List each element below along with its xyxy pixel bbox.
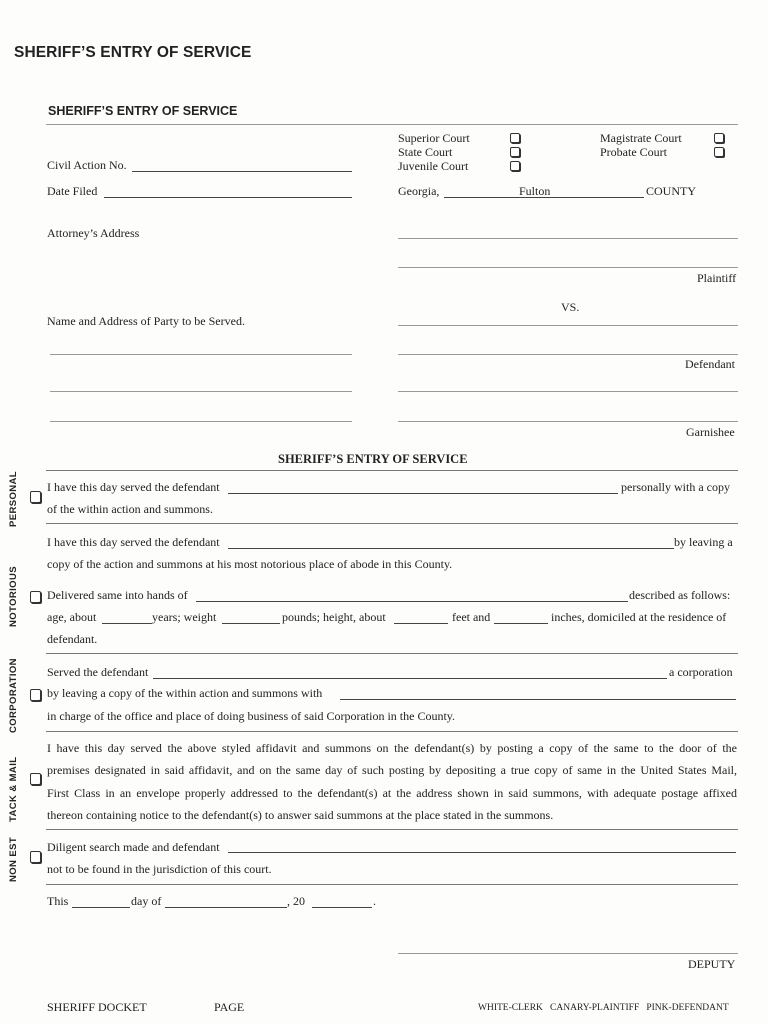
notorious-line4-b: years; weight <box>152 610 217 624</box>
month-field[interactable] <box>165 907 287 908</box>
superior-court-checkbox[interactable] <box>510 133 520 143</box>
personal-defendant-field[interactable] <box>228 493 618 494</box>
juvenile-court-checkbox[interactable] <box>510 161 520 171</box>
notorious-line3-a: Delivered same into hands of <box>47 588 188 602</box>
attorney-address-label: Attorney’s Address <box>47 226 140 240</box>
corporation-line1-a: Served the defendant <box>47 665 149 679</box>
state-court-label: State Court <box>398 145 453 159</box>
copy-distribution: WHITE-CLERK CANARY-PLAINTIFF PINK-DEFENDANT <box>478 1003 729 1013</box>
probate-court-checkbox[interactable] <box>714 147 724 157</box>
form-title: SHERIFF’S ENTRY OF SERVICE <box>48 104 238 118</box>
corporation-bottom-rule <box>46 731 738 732</box>
notorious-line4-c: pounds; height, about <box>282 610 386 624</box>
notorious-line3-b: described as follows: <box>629 588 731 602</box>
notorious-checkbox[interactable] <box>30 591 41 603</box>
sheriff-docket-label: SHERIFF DOCKET <box>47 1000 147 1014</box>
nonest-line2: not to be found in the jurisdiction of this court. <box>47 862 272 876</box>
page-label: PAGE <box>214 1000 245 1014</box>
nonest-bottom-rule <box>46 884 738 885</box>
year-field[interactable] <box>312 907 372 908</box>
garnishee-label: Garnishee <box>686 425 735 439</box>
tack-line1: I have this day served the above styled affidavit and summons on the defendant(s) by posting a copy of the same to the door of the <box>47 741 737 755</box>
delivered-to-field[interactable] <box>196 601 628 602</box>
corporation-checkbox[interactable] <box>30 689 41 701</box>
defendant-line-2[interactable] <box>398 354 738 355</box>
tack-bottom-rule <box>46 829 738 830</box>
date-filed-field[interactable] <box>104 197 352 198</box>
county-label: COUNTY <box>646 184 696 198</box>
notorious-defendant-field[interactable] <box>228 548 674 549</box>
defendant-line-1[interactable] <box>398 325 738 326</box>
corporation-defendant-field[interactable] <box>153 678 667 679</box>
party-address-line-3[interactable] <box>50 421 352 422</box>
personal-bottom-rule <box>46 523 738 524</box>
notorious-line4-a: age, about <box>47 610 97 624</box>
juvenile-court-label: Juvenile Court <box>398 159 469 173</box>
day-of-label: day of <box>131 894 162 908</box>
party-address-line-2[interactable] <box>50 391 352 392</box>
personal-line1-a: I have this day served the defendant <box>47 480 220 494</box>
weight-field[interactable] <box>222 623 280 624</box>
civil-action-label: Civil Action No. <box>47 158 127 172</box>
corporation-line3: in charge of the office and place of doing business of said Corporation in the County. <box>47 709 456 723</box>
deputy-signature-line[interactable] <box>398 953 738 954</box>
year-end: . <box>373 894 376 908</box>
party-address-line-1[interactable] <box>50 354 352 355</box>
personal-checkbox[interactable] <box>30 491 41 503</box>
tack-line3: First Class in an envelope properly addressed to the defendant(s) at the address shown in said summons, with adequate postage affixed <box>47 786 737 800</box>
nonest-line1: Diligent search made and defendant <box>47 840 220 854</box>
vs-label: VS. <box>561 300 580 314</box>
corporation-line2: by leaving a copy of the within action and summons with <box>47 686 323 700</box>
corporation-agent-field[interactable] <box>340 699 736 700</box>
party-to-serve-label: Name and Address of Party to be Served. <box>47 314 245 328</box>
notorious-line1-b: by leaving a <box>674 535 733 549</box>
height-inches-field[interactable] <box>494 623 548 624</box>
this-label: This <box>47 894 69 908</box>
entry-section-title: SHERIFF’S ENTRY OF SERVICE <box>278 452 468 466</box>
notorious-bottom-rule <box>46 653 738 654</box>
superior-court-label: Superior Court <box>398 131 470 145</box>
notorious-line5: defendant. <box>47 632 98 646</box>
notorious-line4-d: feet and <box>452 610 491 624</box>
nonest-defendant-field[interactable] <box>228 852 736 853</box>
tack-line4: thereon containing notice to the defendant(s) to answer said summons at the place stated in the summons. <box>47 808 554 822</box>
magistrate-court-label: Magistrate Court <box>600 131 682 145</box>
notorious-side-label: NOTORIOUS <box>8 566 19 627</box>
county-value: Fulton <box>519 184 551 198</box>
garnishee-line-2[interactable] <box>398 421 738 422</box>
plaintiff-label: Plaintiff <box>697 271 737 285</box>
notorious-line4-e: inches, domiciled at the residence of <box>551 610 727 624</box>
corporation-side-label: CORPORATION <box>8 658 19 733</box>
georgia-label: Georgia, <box>398 184 440 198</box>
magistrate-court-checkbox[interactable] <box>714 133 724 143</box>
plaintiff-line-2[interactable] <box>398 267 738 268</box>
date-filed-label: Date Filed <box>47 184 98 198</box>
probate-court-label: Probate Court <box>600 145 667 159</box>
page-title: SHERIFF’S ENTRY OF SERVICE <box>14 44 252 61</box>
plaintiff-line-1[interactable] <box>398 238 738 239</box>
age-field[interactable] <box>102 623 152 624</box>
tack-line2: premises designated in said affidavit, and on the same day of such posting by depositing a true copy of same in the United States Mail, <box>47 763 737 777</box>
garnishee-line-1[interactable] <box>398 391 738 392</box>
entry-top-rule <box>46 470 738 471</box>
deputy-label: DEPUTY <box>688 957 736 971</box>
notorious-line2: copy of the action and summons at his most notorious place of abode in this County. <box>47 557 453 571</box>
civil-action-field[interactable] <box>132 171 352 172</box>
title-rule <box>46 124 738 125</box>
non-est-checkbox[interactable] <box>30 851 41 863</box>
personal-side-label: PERSONAL <box>8 471 19 527</box>
day-field[interactable] <box>72 907 130 908</box>
personal-line1-b: personally with a copy <box>621 480 730 494</box>
defendant-label: Defendant <box>685 357 735 371</box>
non-est-side-label: NON EST <box>8 836 19 882</box>
year-label: , 20 <box>287 894 305 908</box>
corporation-line1-b: a corporation <box>669 665 733 679</box>
tack-mail-side-label: TACK & MAIL <box>8 756 19 822</box>
tack-mail-checkbox[interactable] <box>30 773 41 785</box>
personal-line2: of the within action and summons. <box>47 502 213 516</box>
state-court-checkbox[interactable] <box>510 147 520 157</box>
notorious-line1-a: I have this day served the defendant <box>47 535 220 549</box>
height-feet-field[interactable] <box>394 623 448 624</box>
